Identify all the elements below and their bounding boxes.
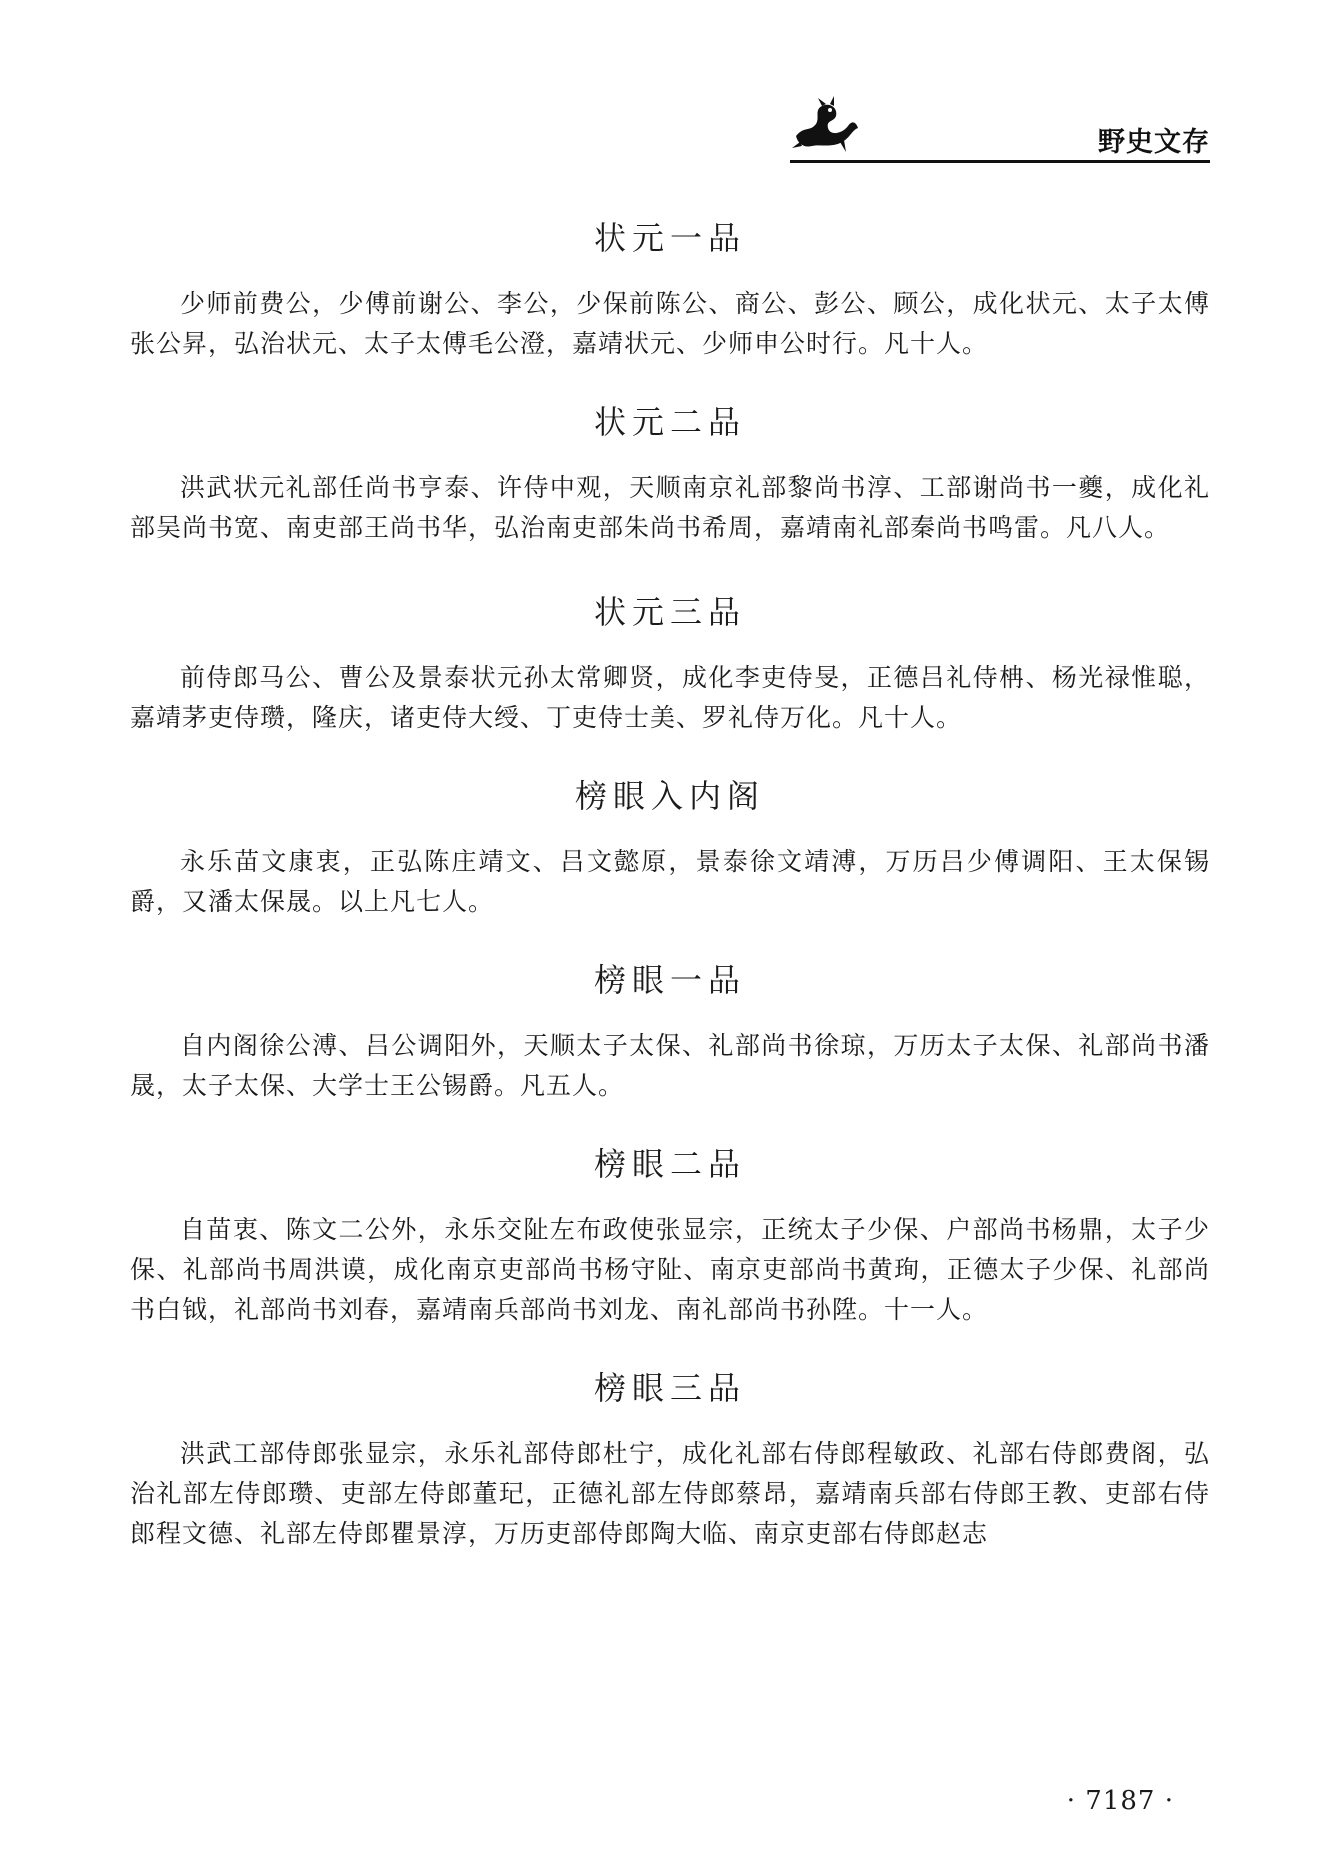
page-number: · 7187 ·: [1066, 1786, 1174, 1816]
section-title: 状元三品: [593, 593, 746, 631]
section-text: 洪武工部侍郎张显宗，永乐礼部侍郎杜宁，成化礼部右侍郎程敏政、礼部右侍郎费阁，弘治礼部左侍郎瓒、吏部左侍郎董玘，正德礼部左侍郎蔡昂，嘉靖南兵部右侍郎王教、吏部右侍郎程文德、礼部左侍郎瞿景淳，万历吏部侍郎陶大临、南京吏部右侍郎赵志: [130, 1439, 1210, 1548]
section-bangyan-1: [130, 952, 1210, 1106]
section-bangyan-neige: [130, 768, 1210, 922]
section-text: 永乐苗文康衷，正弘陈庄靖文、吕文懿原，景泰徐文靖溥，万历吕少傅调阳、王太保锡爵，又潘太保晟。以上凡七人。: [130, 847, 1210, 916]
section-bangyan-3: [130, 1360, 1210, 1554]
section-zhuangyuan-1: [130, 210, 1210, 364]
header-rule: [790, 160, 1210, 163]
section-zhuangyuan-3: [130, 584, 1210, 738]
section-title: 榜眼三品: [593, 1369, 746, 1407]
document-body: [130, 210, 1210, 1554]
section-text: 前侍郎马公、曹公及景泰状元孙太常卿贤，成化李吏侍旻，正德吕礼侍柟、杨光禄惟聪，嘉靖茅吏侍瓒，隆庆，诸吏侍大绶、丁吏侍士美、罗礼侍万化。凡十人。: [130, 663, 1210, 732]
section-title: 榜眼入内阁: [574, 777, 765, 815]
page-header: [790, 92, 1210, 162]
section-title: 榜眼一品: [593, 961, 746, 999]
section-text: 自苗衷、陈文二公外，永乐交阯左布政使张显宗，正统太子少保、户部尚书杨鼎，太子少保、礼部尚书周洪谟，成化南京吏部尚书杨守阯、南京吏部尚书黄珣，正德太子少保、礼部尚书白钺，礼部尚书刘春，嘉靖南兵部尚书刘龙、南礼部尚书孙陞。十一人。: [130, 1215, 1210, 1324]
section-text: 自内阁徐公溥、吕公调阳外，天顺太子太保、礼部尚书徐琼，万历太子太保、礼部尚书潘晟，太子太保、大学士王公锡爵。凡五人。: [130, 1031, 1210, 1100]
section-zhuangyuan-2: [130, 394, 1210, 548]
section-bangyan-2: [130, 1136, 1210, 1330]
section-text: 洪武状元礼部任尚书亨泰、许侍中观，天顺南京礼部黎尚书淳、工部谢尚书一夔，成化礼部吴尚书宽、南吏部王尚书华，弘治南吏部朱尚书希周，嘉靖南礼部秦尚书鸣雷。凡八人。: [130, 473, 1210, 542]
section-title: 状元二品: [593, 403, 746, 441]
section-title: 状元一品: [593, 219, 746, 257]
section-text: 少师前费公，少傅前谢公、李公，少保前陈公、商公、彭公、顾公，成化状元、太子太傅张公昇，弘治状元、太子太傅毛公澄，嘉靖状元、少师申公时行。凡十人。: [130, 289, 1210, 358]
book-series-title: 野史文存: [1098, 127, 1210, 158]
dragon-icon: [790, 96, 862, 154]
section-title: 榜眼二品: [593, 1145, 746, 1183]
